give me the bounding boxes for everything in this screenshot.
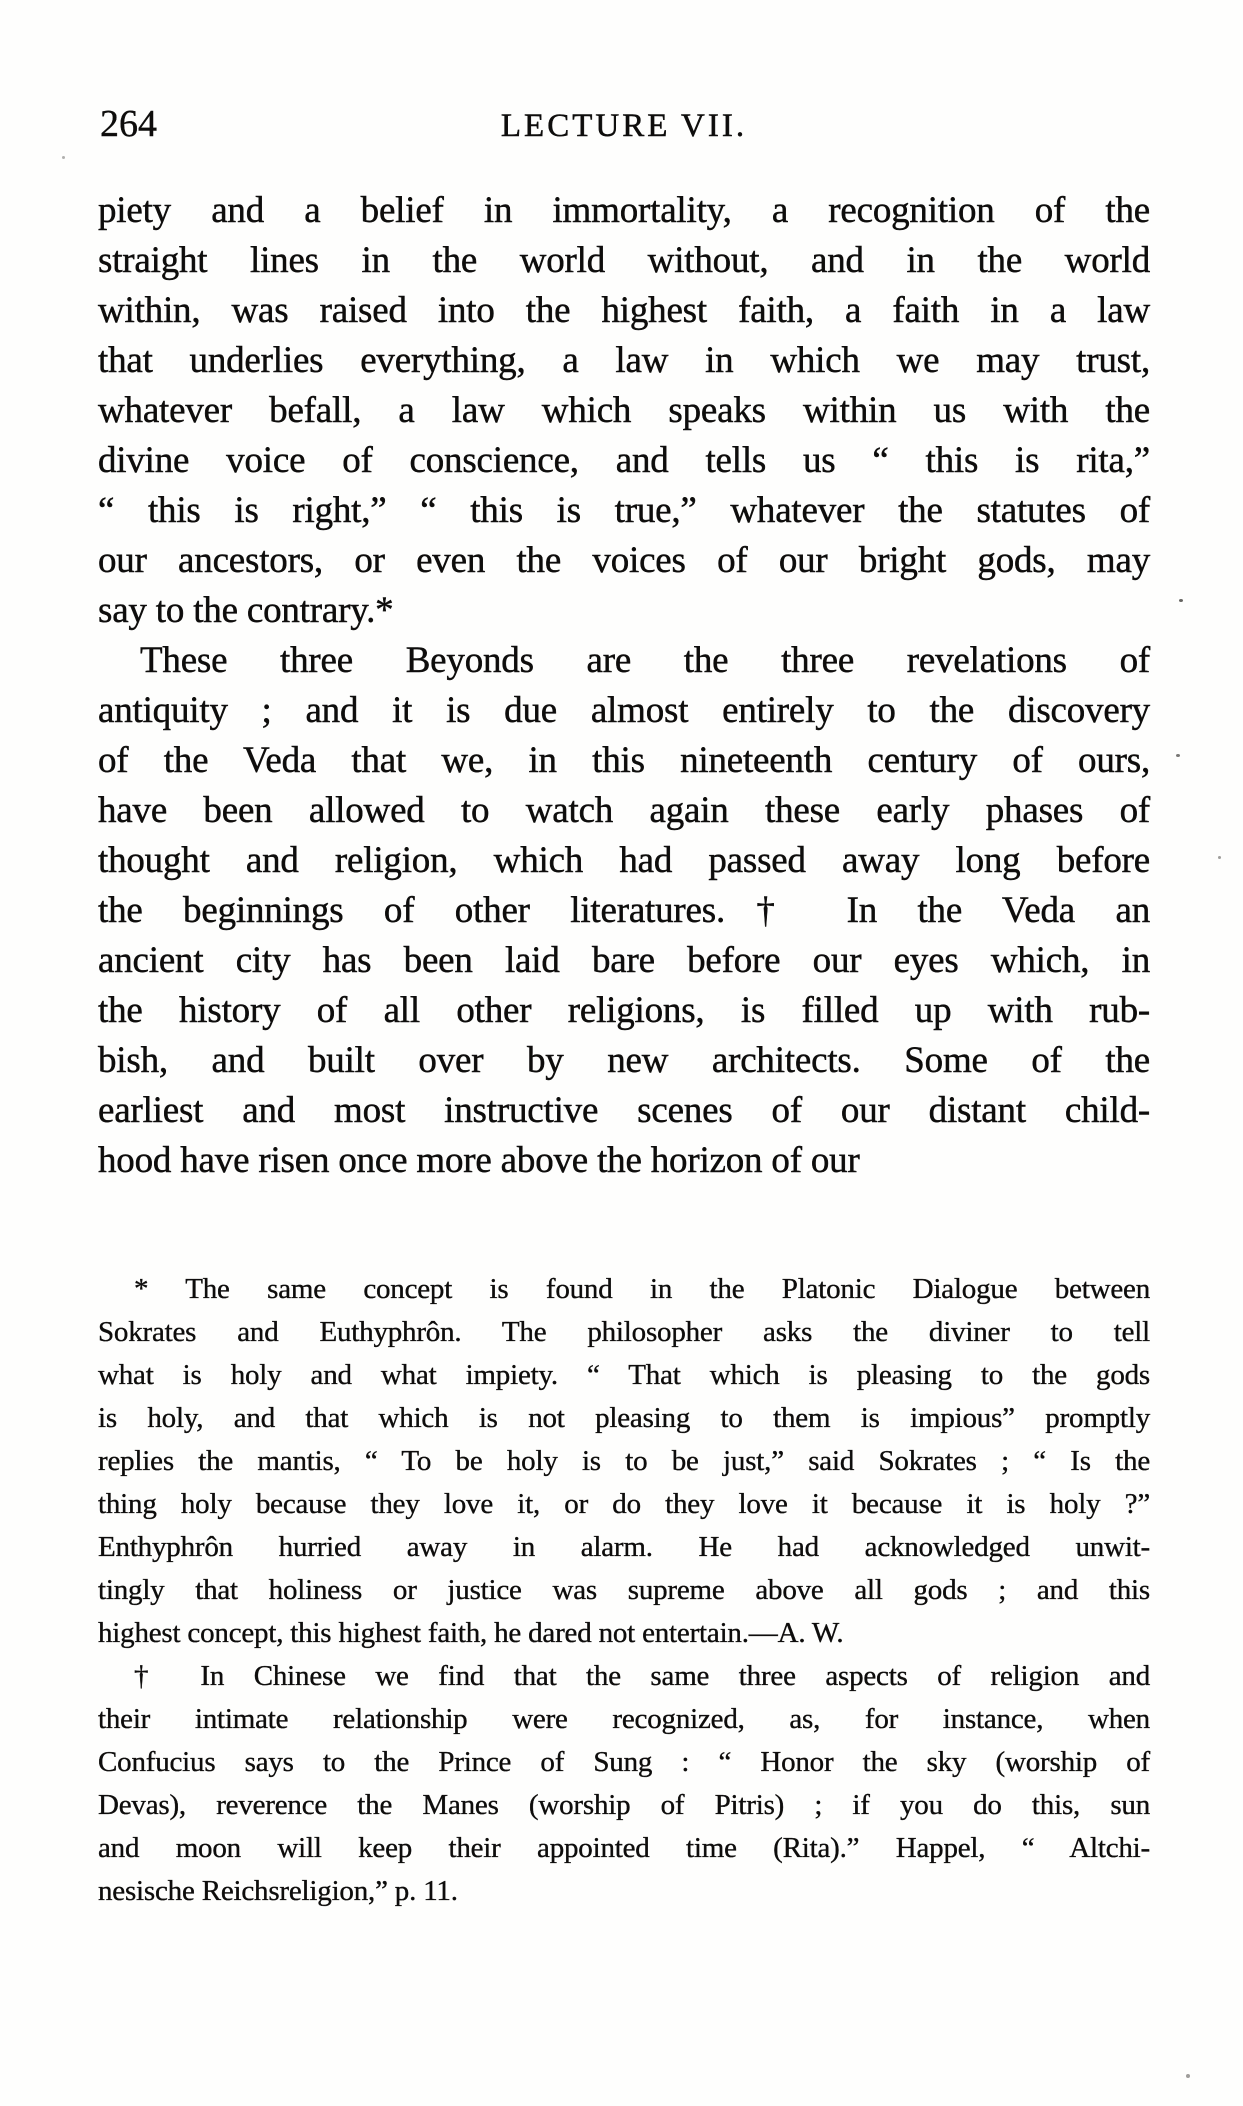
text-line: straight lines in the world without, and in the world: [98, 240, 1150, 281]
text-line: whatever befall, a law which speaks within us with the: [98, 390, 1150, 431]
text-line: antiquity ; and it is due almost entirely to the discovery: [98, 690, 1150, 731]
footnote-1: [98, 1268, 1150, 1655]
footnote-line: what is holy and what impiety. “ That which is pleasing to the gods: [98, 1359, 1150, 1391]
footnote-line: Devas), reverence the Manes (worship of Pitris) ; if you do this, sun: [98, 1789, 1150, 1821]
text-line: the history of all other religions, is filled up with rub-: [98, 990, 1150, 1031]
text-line: that underlies everything, a law in which we may trust,: [98, 340, 1150, 381]
footnote-line: and moon will keep their appointed time (Rita).” Happel, “ Altchi-: [98, 1832, 1150, 1864]
text-line: ancient city has been laid bare before our eyes which, in: [98, 940, 1150, 981]
footnote-line: Sokrates and Euthyphrôn. The philosopher asks the diviner to tell: [98, 1316, 1150, 1348]
scan-speck: [1218, 856, 1221, 859]
text-line: divine voice of conscience, and tells us “ this is rita,”: [98, 440, 1150, 481]
footnote-line: Enthyphrôn hurried away in alarm. He had acknowledged unwit-: [98, 1531, 1150, 1563]
footnote-line: tingly that holiness or justice was supreme above all gods ; and this: [98, 1574, 1150, 1606]
text-line: These three Beyonds are the three revelations of: [140, 640, 1150, 681]
running-title: LECTURE VII.: [500, 108, 748, 144]
footnote-line: nesische Reichsreligion,” p. 11.: [98, 1875, 458, 1907]
text-line: piety and a belief in immortality, a recognition of the: [98, 190, 1150, 231]
footnote-line: thing holy because they love it, or do they love it because it is holy ?”: [98, 1488, 1150, 1520]
text-line: the beginnings of other literatures.† In the Veda an: [98, 890, 1150, 931]
footnote-line: is holy, and that which is not pleasing to them is impious” promptly: [98, 1402, 1150, 1434]
text-line: earliest and most instructive scenes of our distant child-: [98, 1090, 1150, 1131]
footnote-line: * The same concept is found in the Platonic Dialogue between: [134, 1273, 1150, 1305]
footnote-line: highest concept, this highest faith, he dared not entertain.—A. W.: [98, 1617, 844, 1649]
page-header: [98, 102, 1150, 150]
text-line: “ this is right,” “ this is true,” whatever the statutes of: [98, 490, 1150, 531]
text-line: have been allowed to watch again these early phases of: [98, 790, 1150, 831]
main-text: [98, 186, 1150, 1186]
footnotes: [98, 1268, 1150, 1913]
footnote-line: † In Chinese we find that the same three aspects of religion and: [134, 1660, 1150, 1692]
text-line: thought and religion, which had passed away long before: [98, 840, 1150, 881]
scan-speck: [1186, 2074, 1190, 2078]
paragraph-1: [98, 186, 1150, 636]
text-line: within, was raised into the highest faith, a faith in a law: [98, 290, 1150, 331]
footnote-line: their intimate relationship were recognized, as, for instance, when: [98, 1703, 1150, 1735]
text-line: hood have risen once more above the horizon of our: [98, 1140, 860, 1181]
paragraph-2: [98, 636, 1150, 1186]
text-line: say to the contrary.*: [98, 590, 394, 631]
scan-speck: [1179, 599, 1183, 602]
footnote-2: [98, 1655, 1150, 1913]
scan-speck: [1176, 754, 1180, 757]
text-line: bish, and built over by new architects. Some of the: [98, 1040, 1150, 1081]
footnote-line: Confucius says to the Prince of Sung : “ Honor the sky (worship of: [98, 1746, 1150, 1778]
text-line: of the Veda that we, in this nineteenth century of ours,: [98, 740, 1150, 781]
text-line: our ancestors, or even the voices of our bright gods, may: [98, 540, 1150, 581]
scan-speck: [62, 156, 65, 159]
page-number: 264: [100, 103, 157, 145]
footnote-line: replies the mantis, “ To be holy is to be just,” said Sokrates ; “ Is the: [98, 1445, 1150, 1477]
